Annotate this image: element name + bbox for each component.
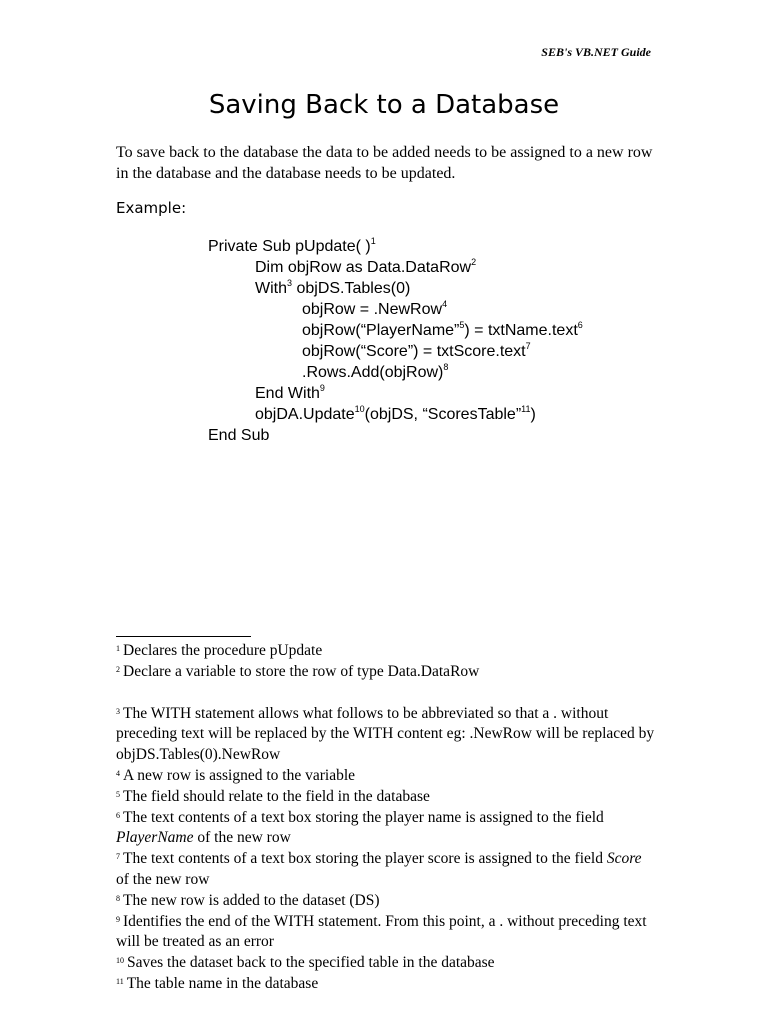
code-text: objRow(“Score”) = txtScore.text xyxy=(302,343,526,360)
code-line xyxy=(208,278,583,299)
code-line xyxy=(208,404,583,425)
code-text: End Sub xyxy=(208,427,270,444)
footnote-8 xyxy=(116,891,656,912)
footnote-text: The text contents of a text box storing the player score is assigned to the field xyxy=(123,850,607,868)
footnote-number: 11 xyxy=(116,976,124,986)
footnote-text: of the new row xyxy=(193,829,291,847)
footnote-4 xyxy=(116,766,656,787)
footnote-ref: 6 xyxy=(577,320,583,330)
footnote-text: The table name in the database xyxy=(126,974,319,992)
footnotes xyxy=(116,641,656,995)
intro-paragraph: To save back to the database the data to be added needs to be assigned to a new row in the database and the database needs to be updated. xyxy=(116,144,653,182)
footnote-number: 7 xyxy=(116,852,120,862)
footnote-ref: 7 xyxy=(525,341,531,351)
field-name: PlayerName xyxy=(116,829,194,847)
code-line xyxy=(208,299,583,320)
code-text: objRow = .NewRow xyxy=(302,301,443,318)
footnote-ref: 4 xyxy=(442,299,448,309)
footnote-1 xyxy=(116,641,656,662)
footnote-6 xyxy=(116,808,656,850)
footnote-ref: 11 xyxy=(521,404,531,414)
footnote-ref: 5 xyxy=(459,320,465,330)
page-title: Saving Back to a Database xyxy=(208,90,560,120)
footnote-text: Identifies the end of the WITH statement. From this point, a . without preceding text will be treated as an error xyxy=(116,912,647,951)
code-text: With xyxy=(255,280,287,297)
footnote-text: The text contents of a text box storing the player name is assigned to the field xyxy=(123,808,604,826)
code-text: ) = txtName.text xyxy=(464,322,578,339)
code-text: objDA.Update xyxy=(255,406,355,423)
footnote-text: The field should relate to the field in the database xyxy=(123,787,430,805)
footnote-9 xyxy=(116,912,656,954)
code-text: (objDS, “ScoresTable” xyxy=(364,406,522,423)
footnote-ref: 10 xyxy=(354,404,365,414)
footnote-divider xyxy=(116,636,251,637)
footnote-number: 4 xyxy=(116,768,120,778)
footnote-ref: 9 xyxy=(319,383,325,393)
footnote-7 xyxy=(116,849,656,891)
footnote-number: 6 xyxy=(116,810,120,820)
code-line xyxy=(208,362,583,383)
page-header: SEB's VB.NET Guide xyxy=(541,45,651,59)
code-text: Private Sub pUpdate( ) xyxy=(208,238,371,255)
footnote-ref: 2 xyxy=(471,257,477,267)
footnote-ref: 8 xyxy=(443,362,449,372)
footnote-3 xyxy=(116,704,656,766)
footnote-2 xyxy=(116,662,656,683)
code-line xyxy=(208,383,583,404)
footnote-5 xyxy=(116,787,656,808)
footnote-number: 3 xyxy=(116,706,120,716)
footnote-text: The WITH statement allows what follows to be abbreviated so that a . without preceding text will be replaced by the WITH content eg: .NewRow will be replaced by objDS.Tables(0).NewRow xyxy=(116,704,655,764)
footnote-text: The new row is added to the dataset (DS) xyxy=(123,891,380,909)
footnote-text: A new row is assigned to the variable xyxy=(123,766,356,784)
footnote-text: Declares the procedure pUpdate xyxy=(123,642,323,659)
footnote-text: Declare a variable to store the row of type Data.DataRow xyxy=(123,662,480,680)
code-text: End With xyxy=(255,385,320,402)
code-line xyxy=(208,425,583,446)
footnote-number: 8 xyxy=(116,893,120,903)
code-text: ) xyxy=(530,406,536,423)
code-text: objRow(“PlayerName” xyxy=(302,322,460,339)
footnote-number: 5 xyxy=(116,789,120,799)
code-line xyxy=(208,236,583,257)
field-name: Score xyxy=(606,850,642,868)
code-line xyxy=(208,257,583,278)
code-text: .Rows.Add(objRow) xyxy=(302,364,444,381)
code-text: Dim objRow as Data.DataRow xyxy=(255,259,472,276)
code-text: objDS.Tables(0) xyxy=(292,280,411,297)
footnote-10 xyxy=(116,953,656,974)
footnote-number: 9 xyxy=(116,914,120,924)
footnote-ref: 3 xyxy=(287,278,293,288)
example-label: Example: xyxy=(116,199,187,217)
code-line xyxy=(208,320,583,341)
code-line xyxy=(208,341,583,362)
footnote-text: Saves the dataset back to the specified table in the database xyxy=(127,954,495,972)
footnote-number: 10 xyxy=(116,956,124,966)
footnote-ref: 1 xyxy=(370,236,376,246)
footnote-11 xyxy=(116,974,656,995)
spacer xyxy=(116,683,656,704)
footnote-number: 2 xyxy=(116,664,120,674)
footnote-text: of the new row xyxy=(116,870,210,888)
footnote-number: 1 xyxy=(116,644,120,653)
code-block xyxy=(208,236,583,446)
